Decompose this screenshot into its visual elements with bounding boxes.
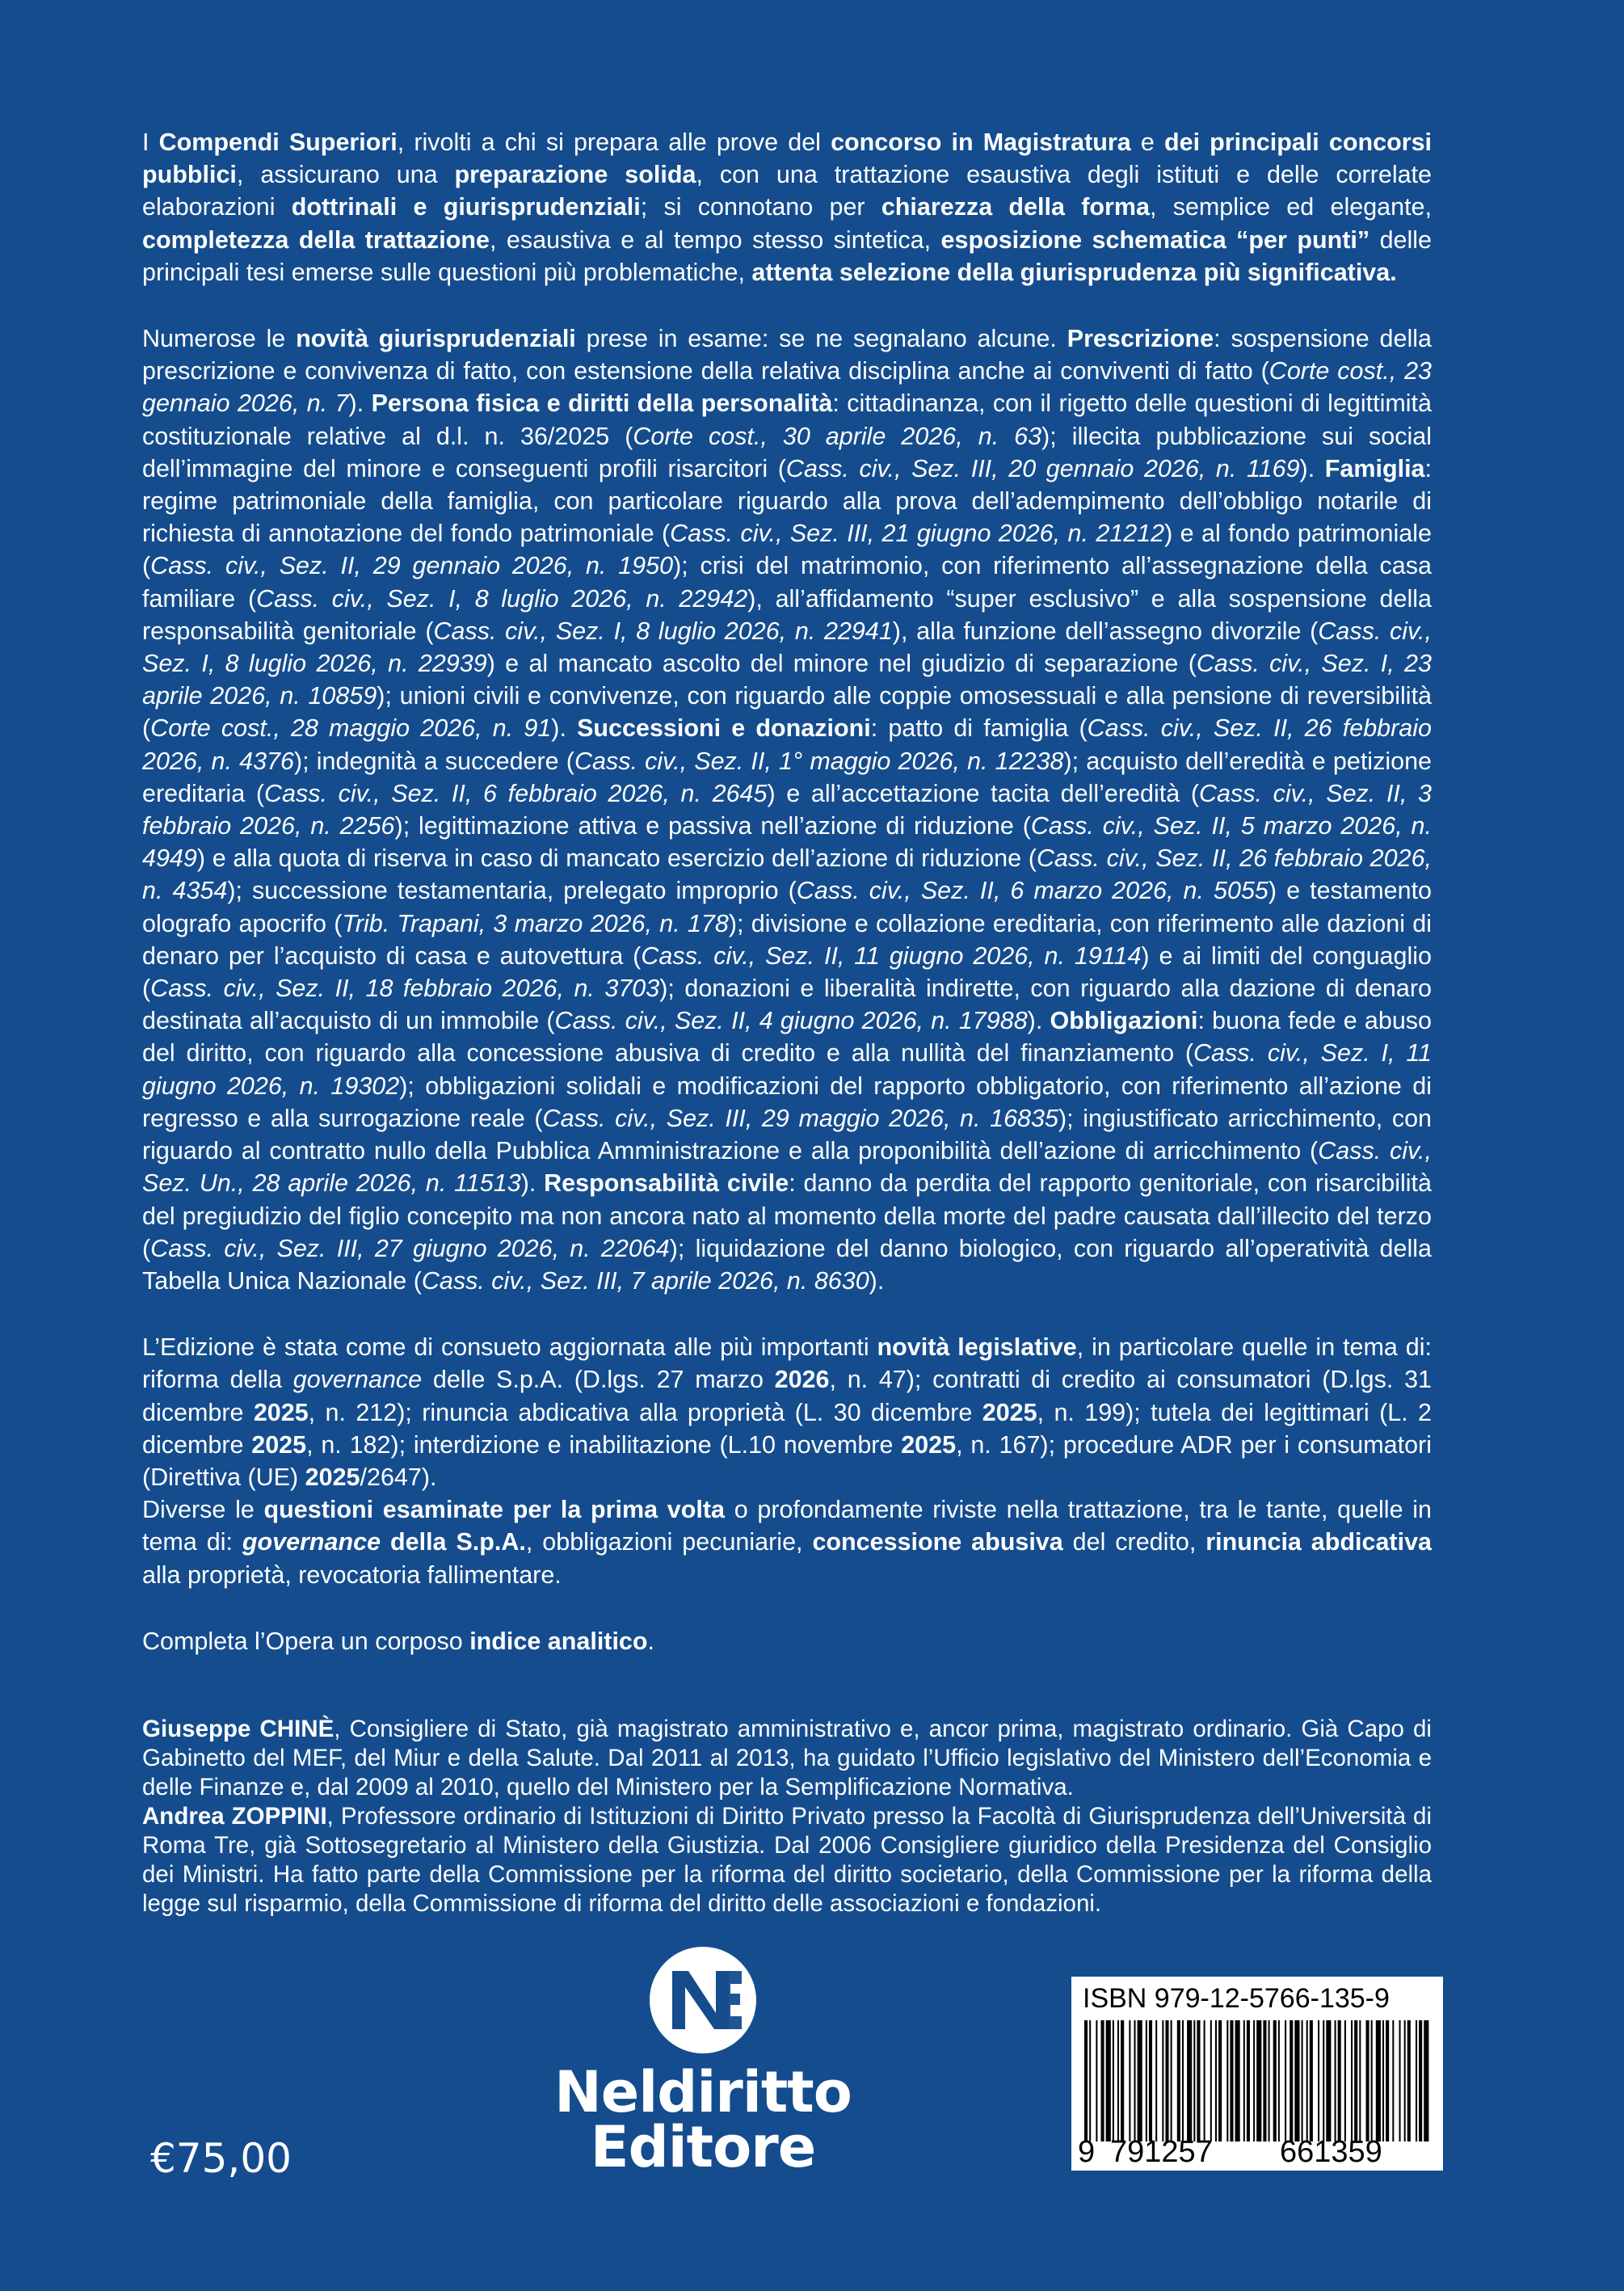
barcode-bar xyxy=(1419,2020,1422,2141)
barcode-bar xyxy=(1285,2020,1286,2141)
barcode-bar xyxy=(1344,2020,1346,2141)
barcode-bar xyxy=(1376,2020,1381,2141)
barcode-bar xyxy=(1424,2020,1428,2141)
author-bio-chine xyxy=(142,1715,1432,1802)
index-paragraph: Completa l’Opera un corposo indice analitico. xyxy=(142,1627,655,1655)
barcode-bar xyxy=(1243,2020,1245,2141)
barcode-bar xyxy=(1310,2020,1313,2141)
barcode-bar xyxy=(1290,2020,1293,2141)
barcode-bar xyxy=(1182,2020,1184,2141)
barcode-bar xyxy=(1294,2020,1299,2141)
barcode-bar xyxy=(1138,2020,1142,2141)
barcode-digit-first: 9 xyxy=(1078,2135,1096,2169)
publisher-name-line1: Neldiritto xyxy=(554,2059,852,2125)
legislation-paragraph: L’Edizione è stata come di consueto aggiornata alle più importanti novità legislative, in particolare quelle in tema di: riforma della governance delle S.p.A. (D.lgs. 27 marzo 2026, n. 47); contratti di credito ai consumatori (D.lgs. 31 dicembre 2025, n. 212); rinuncia abdicativa alla proprietà (L. 30 dicembre 2025, n. 199); tutela dei legittimari (L. 2 dicembre 2025, n. 182); interdizione e inabilitazione (L.10 novembre 2025, n. 167); procedure ADR per i consumatori (Direttiva (UE) 2025/2647). xyxy=(142,1333,1432,1491)
barcode-bar xyxy=(1263,2020,1266,2141)
barcode-bar xyxy=(1382,2020,1384,2141)
barcode-bar xyxy=(1268,2020,1270,2141)
barcode-bar xyxy=(1187,2020,1192,2141)
description-text xyxy=(142,126,1432,1657)
barcode-digits xyxy=(1078,2135,1437,2169)
author-name-zoppini: Andrea ZOPPINI xyxy=(142,1803,327,1830)
author-name-chine: Giuseppe CHINÈ xyxy=(142,1716,334,1742)
barcode-bar xyxy=(1113,2020,1114,2141)
barcode-bar xyxy=(1204,2020,1205,2141)
barcode-bar xyxy=(1210,2020,1212,2141)
barcode-bar xyxy=(1335,2020,1336,2141)
barcode-bar xyxy=(1399,2020,1401,2141)
barcode-digit-group1: 791257 xyxy=(1110,2135,1213,2169)
barcode-bar xyxy=(1193,2020,1195,2141)
barcode-bar xyxy=(1386,2020,1389,2141)
authors-section xyxy=(142,1715,1432,1918)
barcode-bar xyxy=(1354,2020,1357,2141)
barcode-bar xyxy=(1117,2020,1119,2141)
barcode-bar xyxy=(1253,2020,1255,2141)
barcode-bar xyxy=(1273,2020,1277,2141)
barcode-bar xyxy=(1359,2020,1361,2141)
barcode-bar xyxy=(1306,2020,1308,2141)
case-law-paragraph: Numerose le novità giurisprudenziali prese in esame: se ne segnalano alcune. Prescrizione: sospensione della prescrizione e convivenza di fatto, con estensione della relativa disciplina anche ai conviventi di fatto (Corte cost., 23 gennaio 2026, n. 7). Persona fisica e diritti della personalità: cittadinanza, con il rigetto delle questioni di legittimità costituzionale relative al d.l. n. 36/2025 (Corte cost., 30 aprile 2026, n. 63); illecita pubblicazione sui social dell’immagine del minore e conseguenti profili risarcitori (Cass. civ., Sez. III, 20 gennaio 2026, n. 1169). Famiglia: regime patrimoniale della famiglia, con particolare riguardo alla prova dell’adempimento dell’obbligo notarile di richiesta di annotazione del fondo patrimoniale (Cass. civ., Sez. III, 21 giugno 2026, n. 21212) e al fondo patrimoniale (Cass. civ., Sez. II, 29 gennaio 2026, n. 1950); crisi del matrimonio, con riferimento all’assegnazione della casa familiare (Cass. civ., Sez. I, 8 luglio 2026, n. 22942), all’affidamento “super esclusivo” e alla sospensione della responsabilità genitoriale (Cass. civ., Sez. I, 8 luglio 2026, n. 22941), alla funzione dell’assegno divorzile (Cass. civ., Sez. I, 8 luglio 2026, n. 22939) e al mancato ascolto del minore nel giudizio di separazione (Cass. civ., Sez. I, 23 aprile 2026, n. 10859); unioni civili e convivenze, con riguardo alle coppie omosessuali e alla pensione di reversibilità (Corte cost., 28 maggio 2026, n. 91). Successioni e donazioni: patto di famiglia (Cass. civ., Sez. II, 26 febbraio 2026, n. 4376); indegnità a succedere (Cass. civ., Sez. II, 1° maggio 2026, n. 12238); acquisto dell’eredità e petizione ereditaria (Cass. civ., Sez. II, 6 febbraio 2026, n. 2645) e all’accettazione tacita dell’eredità (Cass. civ., Sez. II, 3 febbraio 2026, n. 2256); legittimazione attiva e passiva nell’azione di riduzione (Cass. civ., Sez. II, 5 marzo 2026, n. 4949) e alla quota di riserva in caso di mancato esercizio dell’azione di riduzione (Cass. civ., Sez. II, 26 febbraio 2026, n. 4354); successione testamentaria, prelegato improprio (Cass. civ., Sez. II, 6 marzo 2026, n. 5055) e testamento olografo apocrifo (Trib. Trapani, 3 marzo 2026, n. 178); divisione e collazione ereditaria, con riferimento alle dazioni di denaro per l’acquisto di casa e autovettura (Cass. civ., Sez. II, 11 giugno 2026, n. 19114) e ai limiti del conguaglio (Cass. civ., Sez. II, 18 febbraio 2026, n. 3703); donazioni e liberalità indirette, con riguardo alla dazione di denaro destinata all’acquisto di un immobile (Cass. civ., Sez. II, 4 giugno 2026, n. 17988). Obbligazioni: buona fede e abuso del diritto, con riguardo alla concessione abusiva di credito e alla nullità del finanziamento (Cass. civ., Sez. I, 11 giugno 2026, n. 19302); obbligazioni solidali e modificazioni del rapporto obbligatorio, con riferimento all’azione di regresso e alla surrogazione reale (Cass. civ., Sez. III, 29 maggio 2026, n. 16835); ingiustificato arricchimento, con riguardo al contratto nullo della Pubblica Amministrazione e alla proponibilità dell’azione di arricchimento (Cass. civ., Sez. Un., 28 aprile 2026, n. 11513). Responsabilità civile: danno da perdita del rapporto genitoriale, con risarcibilità del pregiudizio del figlio concepito ma non ancora nato al momento della morte del padre causata dall’illecito del terzo (Cass. civ., Sez. III, 27 giugno 2026, n. 22064); liquidazione del danno biologico, con riguardo all’operatività della Tabella Unica Nazionale (Cass. civ., Sez. III, 7 aprile 2026, n. 8630). xyxy=(142,325,1433,1295)
intro-paragraph: I Compendi Superiori, rivolti a chi si prepara alle prove del concorso in Magistratura e dei principali concorsi pubblici, assicurano una preparazione solida, con una trattazione esaustiva degli istituti e delle correlate elaborazioni dottrinali e giurisprudenziali; si connotano per chiarezza della forma, semplice ed elegante, completezza della trattazione, esaustiva e al tempo stesso sintetica, esposizione schematica “per punti” delle principali tesi emerse sulle questioni più problematiche, attenta selezione della giurisprudenza più significativa. xyxy=(142,128,1433,286)
barcode-bar xyxy=(1096,2020,1097,2141)
barcode-bar xyxy=(1197,2020,1200,2141)
barcode-bar xyxy=(1371,2020,1373,2141)
barcode-bar xyxy=(1129,2020,1130,2141)
barcode-bar xyxy=(1407,2020,1411,2141)
barcode-bar xyxy=(1149,2020,1152,2141)
barcode-bar xyxy=(1230,2020,1233,2141)
barcode-bar xyxy=(1366,2020,1369,2141)
barcode-bar xyxy=(1256,2020,1261,2141)
barcode-bar xyxy=(1155,2020,1157,2141)
barcode-bar xyxy=(1404,2020,1406,2141)
barcode-bar xyxy=(1235,2020,1240,2141)
barcode-bar xyxy=(1302,2020,1303,2141)
barcode-bar xyxy=(1165,2020,1168,2141)
barcode-bar xyxy=(1134,2020,1136,2141)
barcode-bar xyxy=(1177,2020,1180,2141)
isbn-label: ISBN 979-12-5766-135-9 xyxy=(1083,1983,1390,2014)
publisher-name xyxy=(533,2059,873,2180)
barcode-bar xyxy=(1351,2020,1353,2141)
author-bio-zoppini xyxy=(142,1802,1432,1918)
barcode-icon xyxy=(1083,2020,1430,2141)
barcode-bar xyxy=(1247,2020,1250,2141)
barcode-bar xyxy=(1101,2020,1104,2141)
barcode-digit-group2: 661359 xyxy=(1280,2135,1382,2169)
author-bio-text-chine: , Consigliere di Stato, già magistrato amministrativo e, ancor prima, magistrato ordinario. Già Capo di Gabinetto del MEF, del Miur e della Salute. Dal 2011 al 2013, ha guidato l’Ufficio legislativo del Ministero dell’Economia e delle Finanze e, dal 2009 al 2010, quello del Ministero per la Semplificazione Normativa. xyxy=(142,1716,1432,1800)
barcode-bar xyxy=(1318,2020,1319,2141)
barcode-bar xyxy=(1226,2020,1228,2141)
barcode-bar xyxy=(1146,2020,1147,2141)
author-bio-text-zoppini: , Professore ordinario di Istituzioni di Diritto Privato presso la Facoltà di Giurisprudenza dell’Università di Roma Tre, già Sottosegretario al Ministero della Giustizia. Dal 2006 Consigliere giuridico della Presidenza del Consiglio dei Ministri. Ha fatto parte della Commissione per la riforma del diritto societario, della Commissione per la riforma della legge sul risparmio, della Commissione di riforma del diritto delle associazioni e fondazioni. xyxy=(142,1803,1432,1917)
barcode-bar xyxy=(1121,2020,1124,2141)
barcode-box xyxy=(1071,1977,1443,2171)
barcode-bar xyxy=(1218,2020,1222,2141)
barcode-bar xyxy=(1392,2020,1394,2141)
price-label: €75,00 xyxy=(150,2135,292,2182)
barcode-bar xyxy=(1326,2020,1331,2141)
ne-logo-icon xyxy=(646,1944,759,2057)
publisher-name-line2: Editore xyxy=(590,2114,816,2180)
barcode-bar xyxy=(1084,2020,1088,2141)
publisher-logo xyxy=(533,1944,873,2186)
barcode-bar xyxy=(1215,2020,1217,2141)
barcode-bar xyxy=(1323,2020,1324,2141)
barcode-bar xyxy=(1089,2020,1091,2141)
barcode-bar xyxy=(1278,2020,1280,2141)
barcode-bar xyxy=(1416,2020,1417,2141)
barcode-bar xyxy=(1106,2020,1111,2141)
barcode-bar xyxy=(1338,2020,1341,2141)
new-topics-paragraph: Diverse le questioni esaminate per la prima volta o profondamente riviste nella trattazione, tra le tante, quelle in tema di: governance della S.p.A., obbligazioni pecuniarie, concessione abusiva del credito, rinuncia abdicativa alla proprietà, revocatoria fallimentare. xyxy=(142,1496,1432,1589)
barcode-bar xyxy=(1162,2020,1163,2141)
barcode-bar xyxy=(1171,2020,1172,2141)
